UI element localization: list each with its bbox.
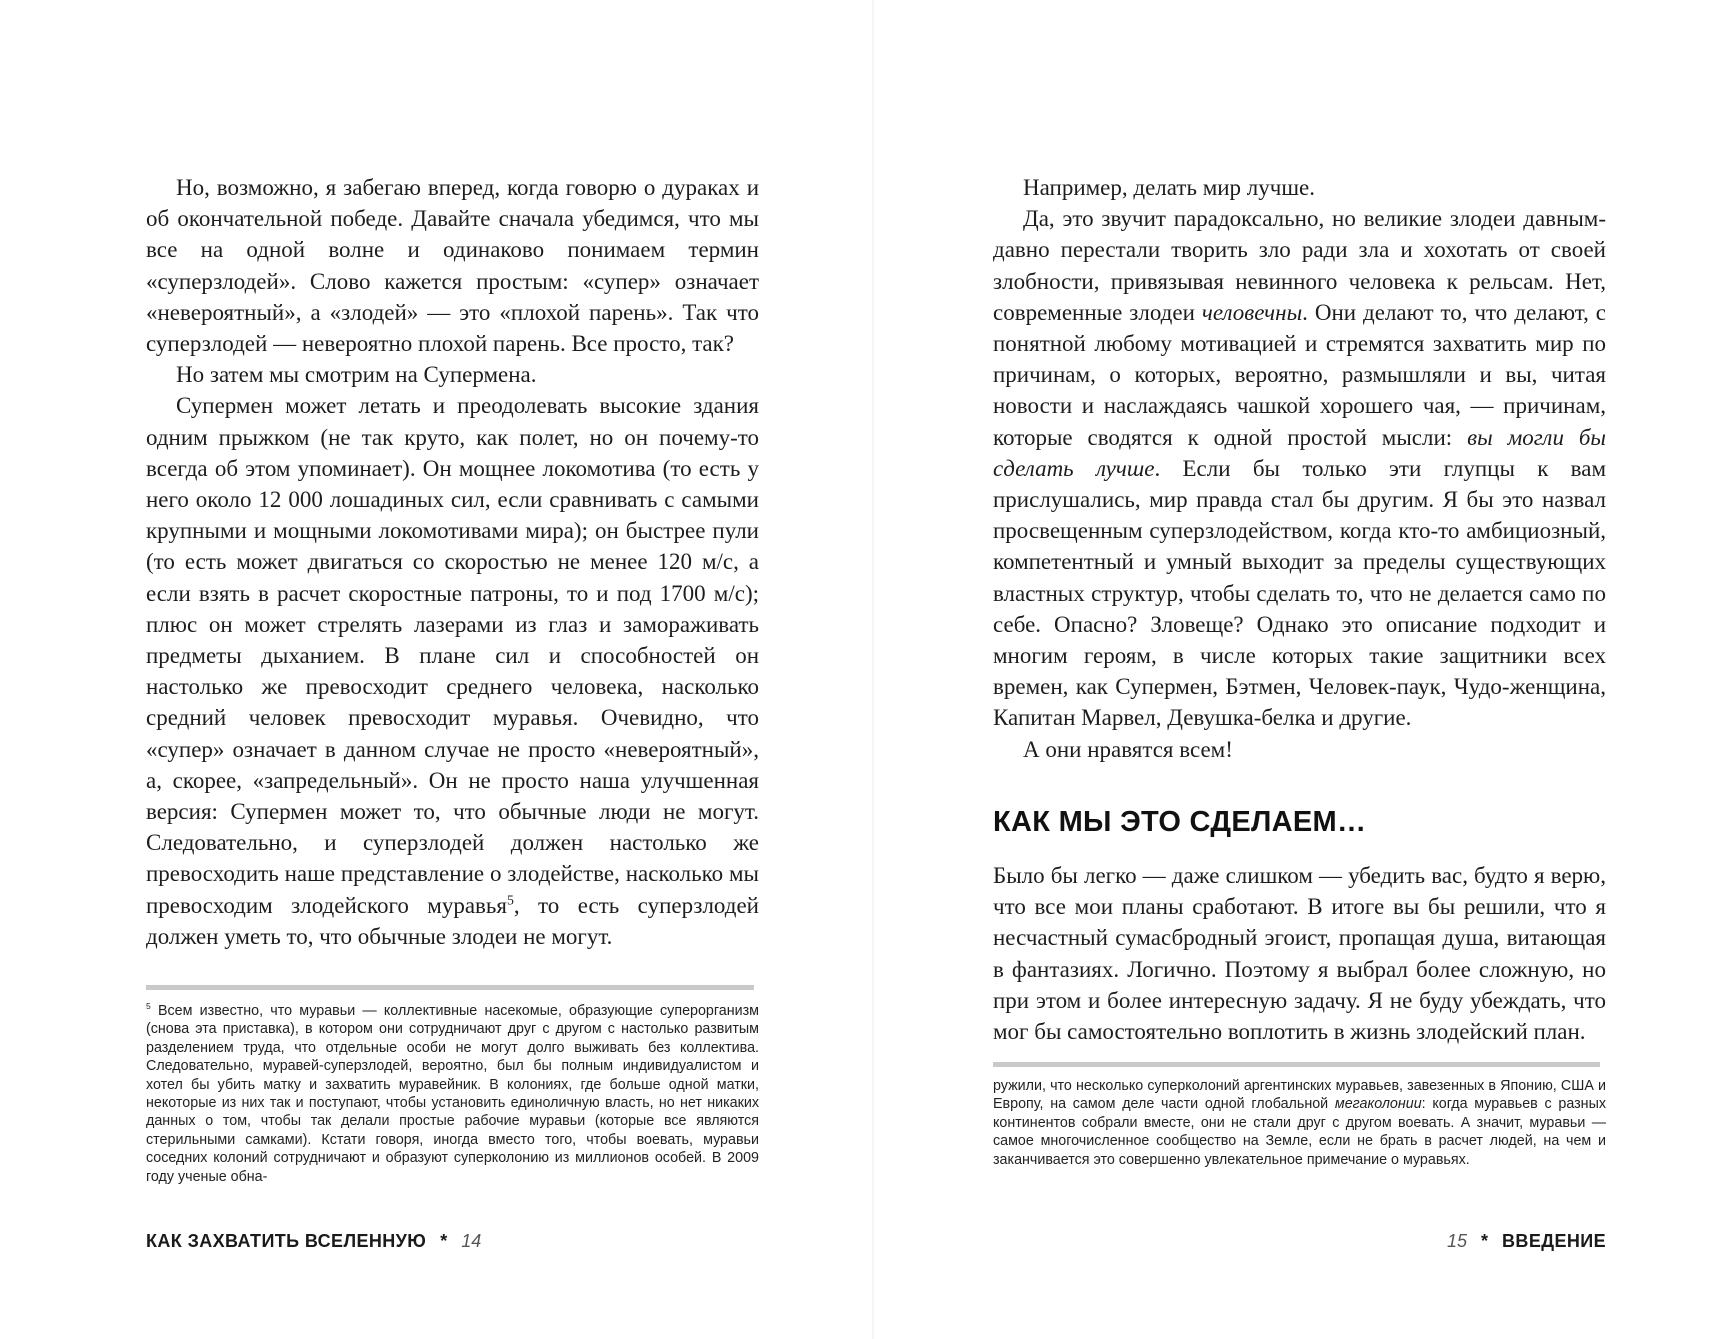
paragraph: Было бы легко — даже слишком — убедить вас, будто я верю, что все мои планы сработают. В итоге вы бы решили, что я несчастный сумасбродный эгоист, пропащая душа, витающая в фантазиях. Логично. Поэтому я выбрал более сложную, но при этом и более интересную задачу. Я не буду убеждать, что мог бы самостоятельно воплотить в жизнь злодейский план. bbox=[993, 863, 1606, 1045]
footnote-continued bbox=[993, 1077, 1606, 1169]
paragraph: А они нравятся всем! bbox=[1023, 736, 1233, 762]
paragraph-text: Да, это звучит парадоксально, но великие злодеи давным-давно перестали творить зло ради зла и хохотать от своей злобности, привязывая невинного человека к рельсам. Нет, современные злодеи bbox=[993, 206, 1606, 325]
running-footer bbox=[146, 1231, 481, 1252]
page-number: 14 bbox=[461, 1231, 482, 1251]
book-title: КАК ЗАХВАТИТЬ ВСЕЛЕННУЮ bbox=[146, 1231, 427, 1251]
footnote bbox=[146, 1002, 759, 1186]
emphasis-text: вы могли бы сделать лучше bbox=[993, 424, 1606, 481]
running-footer bbox=[1447, 1231, 1606, 1252]
footnote-text: Всем известно, что муравьи — коллективные насекомые, образующие суперорганизм (снова эта приставка), в котором они сотрудничают друг с другом с настолько развитым разделением труда, что отдельные особи не могут долго выживать без коллектива. Следовательно, муравей-суперзлодей, вероятно, был бы полным индивидуалистом и хотел бы убить матку и захватить муравейник. В колониях, где больше одной матки, некоторые из них так и поступают, чтобы установить единоличную власть, но нет никаких данных о том, чтобы так делали простые рабочие муравьи (которые все являются стерильными самками). Кстати говоря, иногда вместо того, чтобы воевать, муравьи соседних колоний сотрудничают и образуют суперколонию из миллионов особей. В 2009 году ученые обна- bbox=[146, 1003, 759, 1185]
footnote-marker: 5 bbox=[506, 892, 514, 908]
paragraph: Например, делать мир лучше. bbox=[1023, 175, 1316, 200]
paragraph-text: , то есть суперзлодей должен уметь то, что обычные злодеи не могут. bbox=[146, 892, 759, 949]
footnote-rule bbox=[993, 1062, 1600, 1067]
paragraph bbox=[993, 203, 1606, 733]
section-heading: КАК МЫ ЭТО СДЕЛАЕМ… bbox=[993, 806, 1367, 838]
paragraph bbox=[146, 390, 759, 952]
left-body-text bbox=[146, 172, 759, 952]
paragraph: Но затем мы смотрим на Супермена. bbox=[176, 362, 537, 388]
footnote-rule bbox=[146, 985, 754, 990]
right-body-text bbox=[993, 172, 1606, 765]
footnote-number: 5 bbox=[146, 1001, 151, 1012]
right-body-text-section bbox=[993, 860, 1606, 1047]
chapter-title: ВВЕДЕНИЕ bbox=[1502, 1231, 1606, 1251]
separator-star: * bbox=[1481, 1231, 1489, 1251]
paragraph-text: Супермен может летать и преодолевать высокие здания одним прыжком (не так круто, как полет, но он почему-то всегда об этом упоминает). Он мощнее локомотива (то есть у него около 12 000 лошадиных сил, если сравнивать с самыми крупными и мощными локомотивами мира); он быстрее пули (то есть может двигаться со скоростью не менее 120 м/с, а если взять в расчет скоростные патроны, то и под 1700 м/с); плюс он может стрелять лазерами из глаз и замораживать предметы дыханием. В плане сил и способностей он настолько же превосходит среднего человека, насколько средний человек превосходит муравья. Очевидно, что «супер» означает в данном случае не просто «невероятный», а, скорее, «запредельный». Он не просто наша улучшенная версия: Супермен может то, что обычные люди не могут. Следовательно, и суперзлодей должен настолько же превосходить наше представление о злодействе, насколько мы превосходим злодейского муравья bbox=[146, 393, 759, 918]
footnote-text: : когда муравьев с разных континентов собрали вместе, они не стали друг с другом воевать. А значит, муравьи — самое многочисленное сообщество на Земле, если не брать в расчет людей, на чем и заканчивается это совершенно увлекательное примечание о муравьях. bbox=[993, 1096, 1606, 1168]
paragraph-text: . Если бы только эти глупцы к вам прислушались, мир правда стал бы другим. Я бы это назвал просвещенным суперзлодейством, когда кто-то амбициозный, компетентный и умный выходит за пределы существующих властных структур, чтобы сделать то, что не делается само по себе. Опасно? Зловеще? Однако это описание подходит и многим героям, в числе которых такие защитники всех времен, как Супермен, Бэтмен, Человек-паук, Чудо-женщина, Капитан Марвел, Девушка-белка и другие. bbox=[993, 455, 1607, 731]
emphasis-text: мегаколонии bbox=[1334, 1096, 1422, 1113]
page-number: 15 bbox=[1446, 1231, 1467, 1251]
emphasis-text: человечны bbox=[1201, 299, 1303, 325]
right-page bbox=[874, 0, 1733, 1339]
separator-star: * bbox=[440, 1231, 448, 1251]
footnote-text: ружили, что несколько суперколоний аргентинских муравьев, завезенных в Японию, США и Европу, на самом деле части одной глобальной bbox=[993, 1078, 1606, 1113]
paragraph: Но, возможно, я забегаю вперед, когда говорю о дураках и об окончательной победе. Давайте сначала убедимся, что мы все на одной волне и одинаково понимаем термин «суперзлодей». Слово кажется простым: «супер» означает «невероятный», а «злодей» — это «плохой парень». Так что суперзлодей — невероятно плохой парень. Все просто, так? bbox=[146, 175, 759, 357]
paragraph-text: . Они делают то, что делают, с понятной любому мотивацией и стремятся захватить мир по причинам, о которых, вероятно, размышляли и вы, читая новости и наслаждаясь чашкой хорошего чая, — причинам, которые сводятся к одной простой мысли: bbox=[993, 299, 1606, 450]
